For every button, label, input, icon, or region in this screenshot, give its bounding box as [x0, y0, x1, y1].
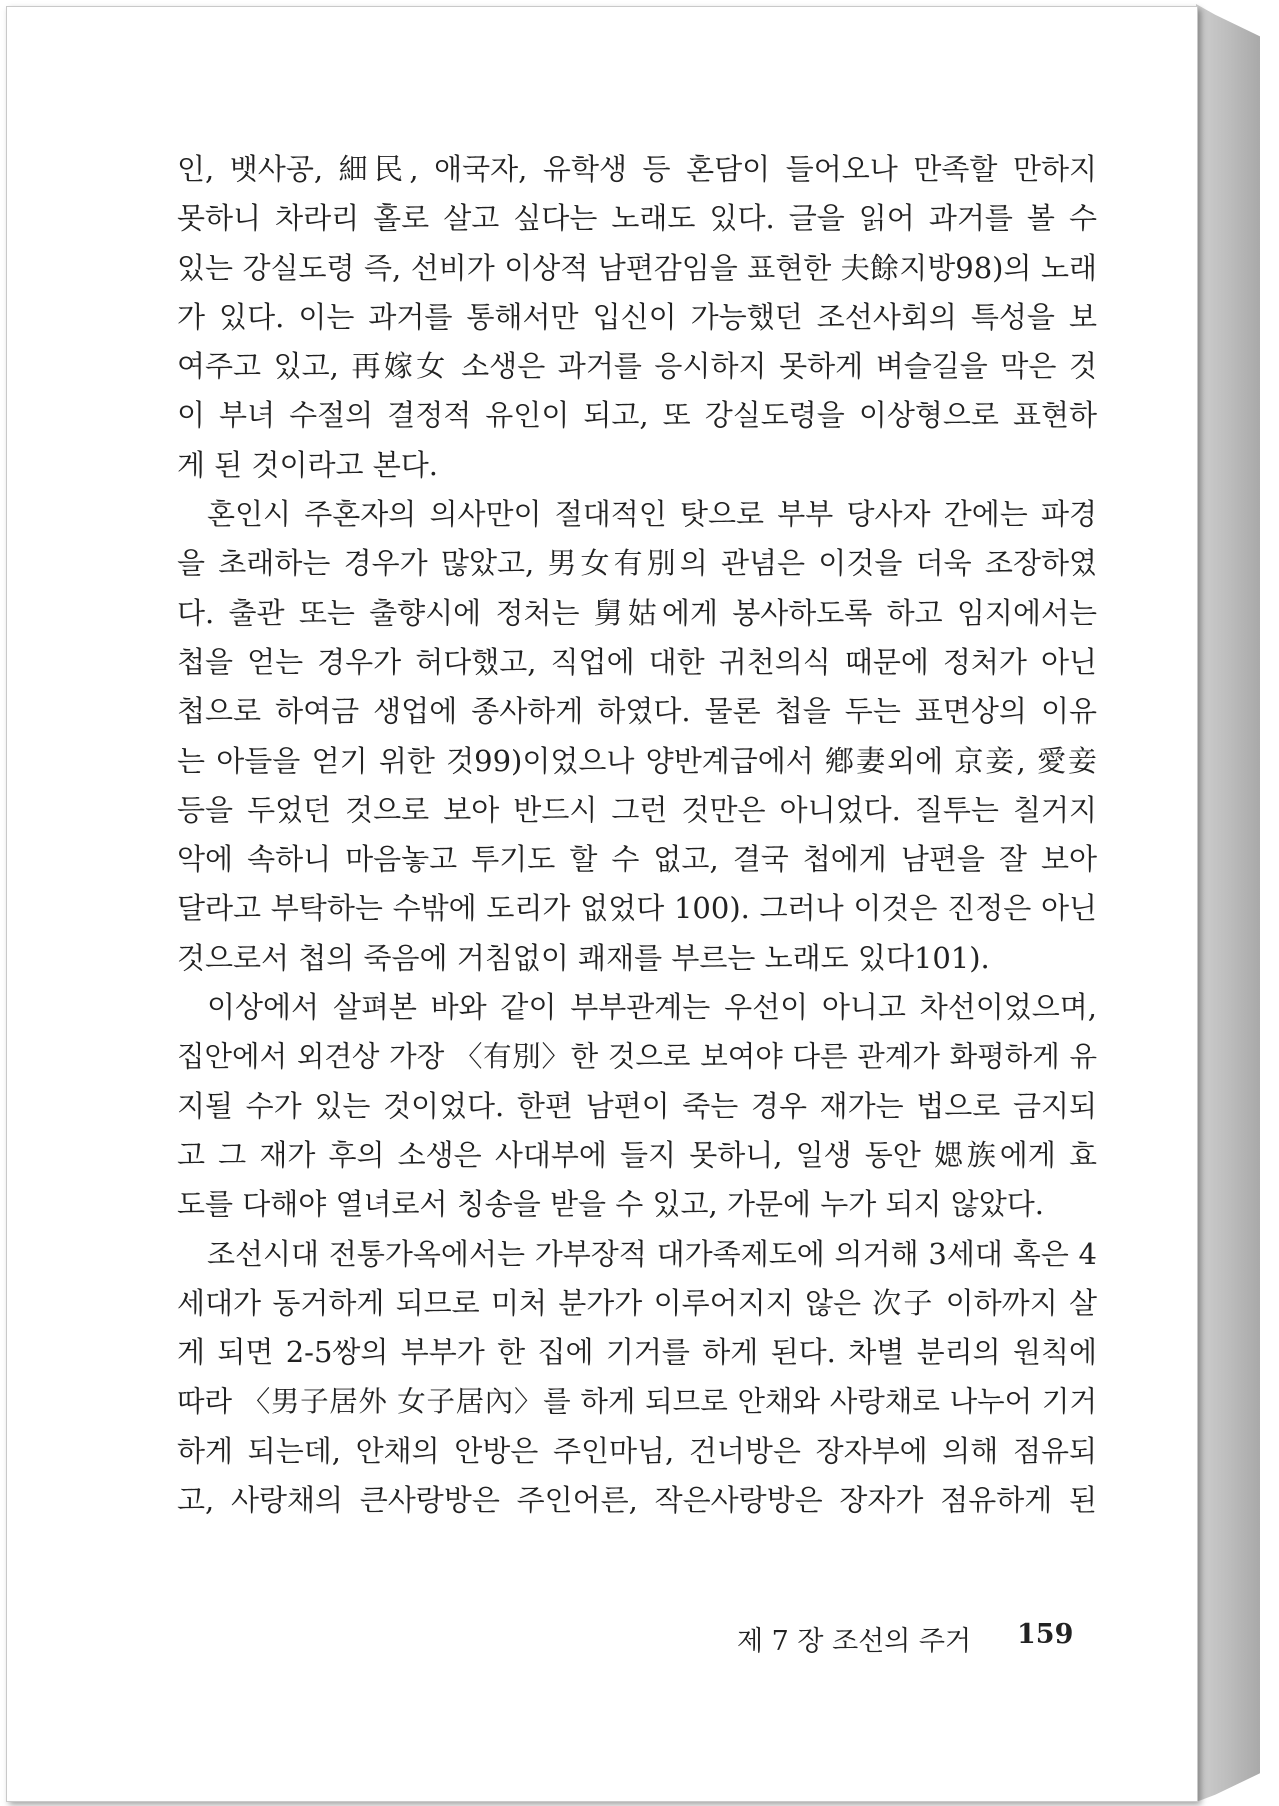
text-line: 이 부녀 수절의 결정적 유인이 되고, 또 강실도령을 이상형으로 표현하 [177, 398, 1097, 433]
text-line: 달라고 부탁하는 수밖에 도리가 없었다 100). 그러나 이것은 진정은 아닌 [177, 891, 1097, 926]
text-line: 가 있다. 이는 과거를 통해서만 입신이 가능했던 조선사회의 특성을 보 [177, 299, 1097, 334]
text-line: 도를 다해야 열녀로서 칭송을 받을 수 있고, 가문에 누가 되지 않았다. [177, 1187, 1044, 1222]
book-page-edges [1196, 4, 1260, 1802]
text-line: 는 아들을 얻기 위한 것99)이었으나 양반계급에서 鄕妻외에 京妾, 愛妾 [177, 743, 1097, 778]
text-line: 여주고 있고, 再嫁女 소생은 과거를 응시하지 못하게 벼슬길을 막은 것 [177, 349, 1097, 384]
text-line: 등을 두었던 것으로 보아 반드시 그런 것만은 아니었다. 질투는 칠거지 [177, 792, 1097, 827]
text-line: 악에 속하니 마음놓고 투기도 할 수 없고, 결국 첩에게 남편을 잘 보아 [177, 842, 1097, 877]
text-line: 따라 〈男子居外 女子居內〉를 하게 되므로 안채와 사랑채로 나누어 기거 [177, 1385, 1097, 1419]
text-line: 첩으로 하여금 생업에 종사하게 하였다. 물론 첩을 두는 표면상의 이유 [177, 694, 1097, 729]
text-line: 하게 되는데, 안채의 안방은 주인마님, 건너방은 장자부에 의해 점유되 [177, 1433, 1097, 1468]
page-number: 159 [1017, 1619, 1074, 1650]
text-line: 을 초래하는 경우가 많았고, 男女有別의 관념은 이것을 더욱 조장하였 [177, 546, 1097, 581]
text-line: 조선시대 전통가옥에서는 가부장적 대가족제도에 의거해 3세대 혹은 4 [207, 1236, 1097, 1271]
book-page [6, 6, 1198, 1802]
text-line: 이상에서 살펴본 바와 같이 부부관계는 우선이 아니고 차선이었으며, [207, 990, 1097, 1025]
text-line: 혼인시 주혼자의 의사만이 절대적인 탓으로 부부 당사자 간에는 파경 [207, 497, 1097, 532]
text-line: 있는 강실도령 즉, 선비가 이상적 남편감임을 표현한 夫餘지방98)의 노래 [177, 250, 1097, 285]
running-footer-chapter: 제 7 장 조선의 주거 [737, 1626, 972, 1657]
text-line: 못하니 차라리 홀로 살고 싶다는 노래도 있다. 글을 읽어 과거를 볼 수 [177, 201, 1097, 236]
text-line: 집안에서 외견상 가장 〈有別〉한 것으로 보여야 다른 관계가 화평하게 유 [177, 1040, 1097, 1074]
body-text [177, 145, 1097, 1525]
text-line: 게 되면 2-5쌍의 부부가 한 집에 기거를 하게 된다. 차별 분리의 원칙에 [177, 1335, 1097, 1370]
text-line: 인, 뱃사공, 細民, 애국자, 유학생 등 혼담이 들어오나 만족할 만하지 [177, 152, 1097, 186]
text-line: 것으로서 첩의 죽음에 거침없이 쾌재를 부르는 노래도 있다101). [177, 940, 990, 975]
text-line: 고 그 재가 후의 소생은 사대부에 들지 못하니, 일생 동안 媤族에게 효 [177, 1137, 1097, 1172]
text-line: 세대가 동거하게 되므로 미처 분가가 이루어지지 않은 次子 이하까지 살 [177, 1285, 1097, 1320]
text-line: 게 된 것이라고 본다. [177, 447, 438, 482]
text-line: 첩을 얻는 경우가 허다했고, 직업에 대한 귀천의식 때문에 정처가 아닌 [177, 644, 1097, 679]
text-line: 다. 출관 또는 출향시에 정처는 舅姑에게 봉사하도록 하고 임지에서는 [177, 595, 1097, 630]
text-line: 고, 사랑채의 큰사랑방은 주인어른, 작은사랑방은 장자가 점유하게 된 [177, 1483, 1097, 1518]
text-line: 지될 수가 있는 것이었다. 한편 남편이 죽는 경우 재가는 법으로 금지되 [177, 1088, 1097, 1123]
